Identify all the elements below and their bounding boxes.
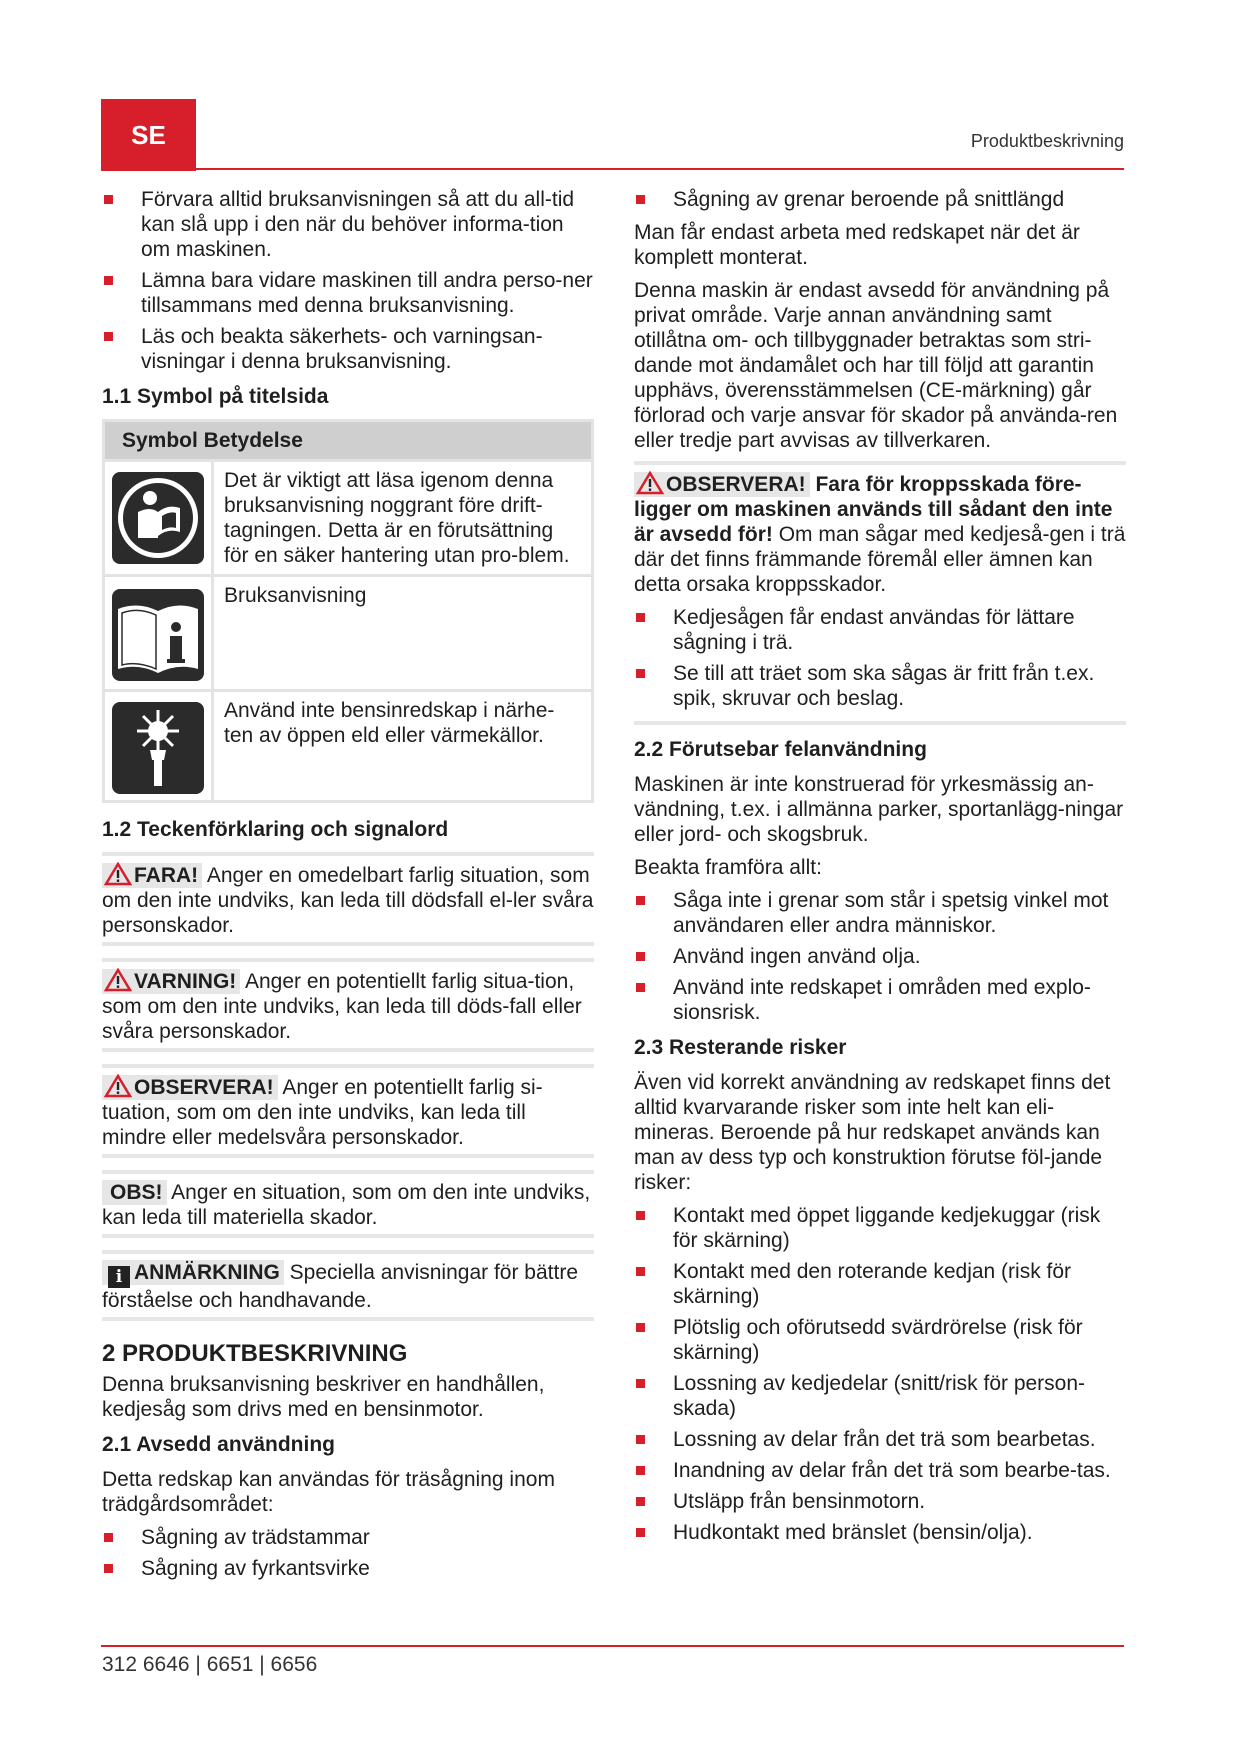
bullet-icon [636,1323,645,1332]
bullet-icon [636,195,645,204]
list-item: Kedjesågen får endast användas för lättare sågning i trä. [634,605,1126,655]
list-item: Hudkontakt med bränslet (bensin/olja). [634,1520,1126,1545]
signal-fara: FARA! Anger en omedelbart farlig situation, som om den inte undviks, kan leda till dödsfall el-ler svåra personskador. [102,852,594,946]
paragraph: Denna bruksanvisning beskriver en handhållen, kedjesåg som drivs med en bensinmotor. [102,1373,545,1421]
paragraph: Man får endast arbeta med redskapet när det är komplett monterat. [634,221,1080,269]
signal-obs: OBS! Anger en situation, som om den inte undviks, kan leda till materiella skador. [102,1170,594,1238]
table-row [105,574,591,689]
heading-2-3: 2.3 Resterande risker [634,1036,847,1059]
bullet-icon [104,195,113,204]
list-item: Kontakt med öppet liggande kedjekuggar (risk för skärning) [634,1203,1126,1253]
symbol-table [102,419,594,803]
heading-2-1: 2.1 Avsedd användning [102,1433,335,1456]
usage-list-continued [634,187,1126,212]
bullet-icon [636,1211,645,1220]
list-item: Inandning av delar från det trä som bearbe-tas. [634,1458,1126,1483]
list-item: Sågning av grenar beroende på snittlängd [634,187,1126,212]
bullet-icon [636,896,645,905]
bullet-icon [636,1435,645,1444]
bullet-icon [636,1528,645,1537]
table-row [105,689,591,800]
symbol-description: Bruksanvisning [224,584,367,607]
bullet-icon [636,1267,645,1276]
warning-triangle-icon [104,862,132,886]
bullet-icon [636,669,645,678]
list-item: Lämna bara vidare maskinen till andra perso-ner tillsammans med denna bruksanvisning. [102,268,594,318]
bullet-icon [104,1564,113,1573]
manual-info-icon [105,577,214,689]
risk-list [634,1203,1126,1545]
paragraph: Detta redskap kan användas för träsågning inom trädgårdsområdet: [102,1468,555,1516]
bullet-icon [636,613,645,622]
signal-varning: VARNING! Anger en potentiellt farlig situa-tion, som om den inte undviks, kan leda till döds-fall eller svåra personskador. [102,958,594,1052]
table-header: Symbol Betydelse [105,422,591,459]
list-item: Se till att träet som ska sågas är fritt från t.ex. spik, skruvar och beslag. [634,661,1126,711]
list-item: Läs och beakta säkerhets- och varningsan-visningar i denna bruksanvisning. [102,324,594,374]
info-icon: i [108,1266,130,1288]
bullet-icon [636,1497,645,1506]
running-header: Produktbeskrivning [970,131,1124,151]
right-column [634,187,1126,1553]
bullet-icon [104,1533,113,1542]
misuse-list [634,888,1126,1025]
left-column [102,187,594,1589]
language-tab: SE [101,99,196,171]
model-numbers: 312 6646 | 6651 | 6656 [102,1653,318,1676]
list-item: Sågning av fyrkantsvirke [102,1556,594,1581]
list-item: Såga inte i grenar som står i spetsig vinkel mot användaren eller andra människor. [634,888,1126,938]
signal-anmarkning: i ANMÄRKNING Speciella anvisningar för bättre förståelse och handhavande. [102,1250,594,1321]
list-item: Använd ingen använd olja. [634,944,1126,969]
list-item: Kontakt med den roterande kedjan (risk för skärning) [634,1259,1126,1309]
bullet-icon [636,983,645,992]
header-divider [101,168,1124,170]
warning-triangle-icon [636,471,664,495]
caution-list [634,605,1126,711]
usage-list [102,1525,594,1581]
bullet-icon [104,276,113,285]
list-item: Sågning av trädstammar [102,1525,594,1550]
signal-observera: OBSERVERA! Anger en potentiellt farlig si-tuation, som om den inte undviks, kan leda till mindre eller medelsvåra personskador. [102,1064,594,1158]
list-item: Lossning av kedjedelar (snitt/risk för person-skada) [634,1371,1126,1421]
list-item: Använd inte redskapet i områden med explo-sionsrisk. [634,975,1126,1025]
paragraph: Även vid korrekt användning av redskapet finns det alltid kvarvarande risker som inte helt kan eli-mineras. Beroende på hur redskapet används kan man av dess typ och konstruktion förutse föl-jande risker: [634,1071,1111,1194]
signal-observera-misuse: OBSERVERA! Fara för kroppsskada före-ligger om maskinen används till sådant den inte är avsedd för! Om man sågar med kedjeså-gen i trä där det finns främmande föremål eller ämnen kan detta orsaka kroppsskador. Kedjesågen får endast användas för lättare sågning i trä. Se till att träet som ska sågas är fritt från t.ex. spik, skruvar och beslag. [634,461,1126,725]
heading-1-1: 1.1 Symbol på titelsida [102,385,329,408]
bullet-icon [636,952,645,961]
warning-triangle-icon [104,968,132,992]
bullet-icon [104,332,113,341]
intro-list [102,187,594,374]
heading-2-2: 2.2 Förutsebar felanvändning [634,738,927,761]
list-item: Plötslig och oförutsedd svärdrörelse (risk för skärning) [634,1315,1126,1365]
paragraph: Beakta framföra allt: [634,856,822,879]
list-item: Förvara alltid bruksanvisningen så att du all-tid kan slå upp i den när du behöver informa-tion om maskinen. [102,187,594,262]
heading-2: 2 PRODUKTBESKRIVNING [102,1340,408,1367]
read-manual-icon [105,462,214,574]
symbol-description: Använd inte bensinredskap i närhe-ten av öppen eld eller värmekällor. [224,699,555,747]
table-row [105,459,591,574]
footer-divider [101,1645,1124,1647]
paragraph: Maskinen är inte konstruerad för yrkesmässig an-vändning, t.ex. i allmänna parker, sportanlägg-ningar eller jord- och skogsbruk. [634,773,1124,846]
no-fire-icon [105,692,214,800]
bullet-icon [636,1466,645,1475]
paragraph: Denna maskin är endast avsedd för användning på privat område. Varje annan användning samt otillåtna om- och tillbyggnader betraktas som stri-dande mot ändamålet och har till följd att garantin upphävs, överensstämmelsen (CE-märkning) går förlorad och varje ansvar för skador på använda-ren eller tredje part avvisas av tillverkaren. [634,279,1118,452]
heading-1-2: 1.2 Teckenförklaring och signalord [102,818,449,841]
symbol-description: Det är viktigt att läsa igenom denna bruksanvisning noggrant före drift-tagningen. Detta är en förutsättning för en säker hantering utan pro-blem. [224,469,570,567]
list-item: Lossning av delar från det trä som bearbetas. [634,1427,1126,1452]
warning-triangle-icon [104,1074,132,1098]
list-item: Utsläpp från bensinmotorn. [634,1489,1126,1514]
bullet-icon [636,1379,645,1388]
